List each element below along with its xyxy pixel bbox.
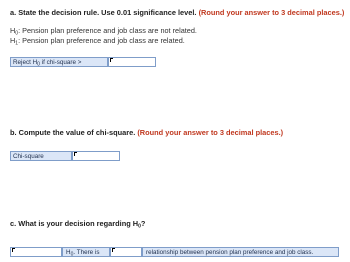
h0-text: : Pension plan preference and job class are not related. — [18, 26, 197, 35]
input-corner-mark — [110, 58, 111, 62]
part-c-prompt-suffix: ? — [140, 219, 146, 228]
part-b-rounding-note: (Round your answer to 3 decimal places.) — [137, 128, 284, 137]
input-corner-mark — [74, 152, 75, 156]
null-hypothesis — [10, 26, 197, 37]
there-is-subscript: 0 — [70, 251, 74, 257]
decision-rule-suffix: if chi-square > — [39, 59, 82, 66]
chi-square-input[interactable] — [72, 151, 120, 161]
part-c-prompt: c. What is your decision regarding H — [10, 219, 139, 228]
h1-symbol: H — [10, 36, 16, 45]
dropdown-corner-mark — [12, 248, 13, 252]
dropdown-corner-mark — [112, 248, 113, 252]
part-c-question — [10, 219, 145, 230]
chi-square-label: Chi-square — [10, 151, 72, 161]
there-is-label — [62, 247, 110, 257]
h0-symbol: H — [10, 26, 16, 35]
h1-subscript: 1 — [15, 40, 19, 47]
there-is-text: . There is — [73, 249, 100, 256]
part-b-question — [10, 128, 283, 137]
decision-rule-label — [10, 57, 108, 67]
decision-rule-input[interactable] — [108, 57, 156, 67]
decision-dropdown[interactable] — [10, 247, 62, 257]
relationship-dropdown[interactable] — [110, 247, 142, 257]
part-a-prompt: a. State the decision rule. Use 0.01 significance level. — [10, 8, 197, 17]
decision-rule-prefix: Reject H — [13, 59, 38, 66]
h1-text: : Pension plan preference and job class are related. — [18, 36, 185, 45]
alternative-hypothesis — [10, 36, 185, 47]
decision-rule-subscript: 0 — [37, 61, 40, 67]
relationship-label: relationship between pension plan preference and job class. — [142, 247, 339, 257]
part-b-prompt: b. Compute the value of chi-square. — [10, 128, 136, 137]
part-a-rounding-note: (Round your answer to 3 decimal places.) — [198, 8, 345, 17]
part-c-subscript: 0 — [138, 223, 141, 230]
there-is-h-symbol: H — [66, 249, 71, 256]
part-a-question — [10, 8, 344, 17]
h0-subscript: 0 — [15, 30, 19, 37]
